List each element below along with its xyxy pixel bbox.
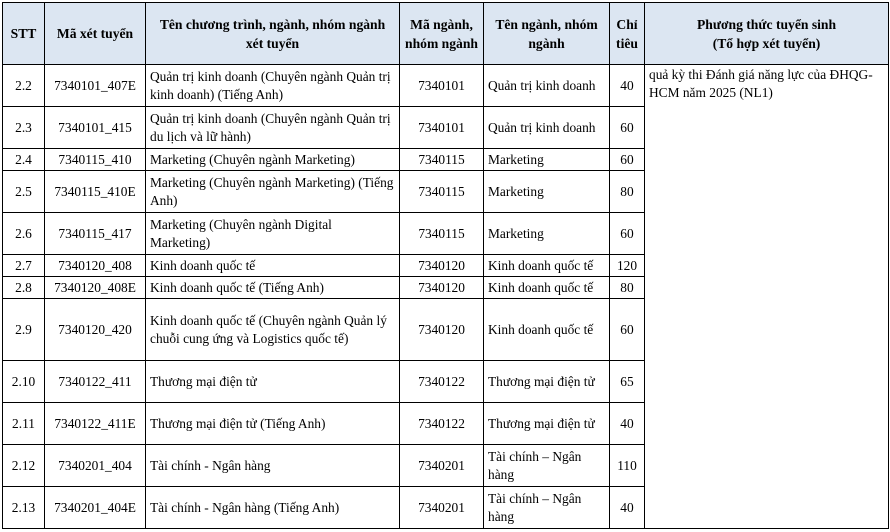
cell-stt: 2.3 bbox=[3, 107, 45, 149]
cell-chi-tieu: 60 bbox=[610, 149, 645, 171]
table-row bbox=[3, 65, 889, 107]
cell-phuong-thuc: quả kỳ thi Đánh giá năng lực của ĐHQG-HCM năm 2025 (NL1) bbox=[645, 65, 889, 529]
cell-ten-nganh: Thương mại điện tử bbox=[484, 361, 610, 403]
header-stt: STT bbox=[3, 3, 45, 65]
cell-stt: 2.4 bbox=[3, 149, 45, 171]
cell-ma-xet-tuyen: 7340201_404 bbox=[45, 445, 146, 487]
cell-ten-nganh: Quản trị kinh doanh bbox=[484, 65, 610, 107]
cell-ten-chuong-trinh: Tài chính - Ngân hàng bbox=[146, 445, 400, 487]
cell-ten-chuong-trinh: Marketing (Chuyên ngành Marketing) (Tiếng Anh) bbox=[146, 171, 400, 213]
header-phuong-thuc-line2: (Tổ hợp xét tuyển) bbox=[712, 35, 821, 51]
cell-ten-chuong-trinh: Marketing (Chuyên ngành Digital Marketing) bbox=[146, 213, 400, 255]
cell-ten-nganh: Kinh doanh quốc tế bbox=[484, 277, 610, 299]
cell-stt: 2.10 bbox=[3, 361, 45, 403]
cell-ma-nganh: 7340120 bbox=[400, 255, 484, 277]
cell-ten-nganh: Thương mại điện tử bbox=[484, 403, 610, 445]
cell-ma-xet-tuyen: 7340101_415 bbox=[45, 107, 146, 149]
cell-ten-nganh: Kinh doanh quốc tế bbox=[484, 299, 610, 361]
header-phuong-thuc-line1: Phương thức tuyển sinh bbox=[696, 16, 837, 32]
cell-ten-nganh: Quản trị kinh doanh bbox=[484, 107, 610, 149]
cell-ten-chuong-trinh: Kinh doanh quốc tế (Chuyên ngành Quản lý chuỗi cung ứng và Logistics quốc tế) bbox=[146, 299, 400, 361]
cell-ma-nganh: 7340115 bbox=[400, 213, 484, 255]
cell-ten-chuong-trinh: Quản trị kinh doanh (Chuyên ngành Quản trị du lịch và lữ hành) bbox=[146, 107, 400, 149]
cell-ma-xet-tuyen: 7340115_410 bbox=[45, 149, 146, 171]
cell-ma-nganh: 7340201 bbox=[400, 487, 484, 529]
cell-chi-tieu: 60 bbox=[610, 213, 645, 255]
header-ten-nganh: Tên ngành, nhóm ngành bbox=[484, 3, 610, 65]
cell-chi-tieu: 40 bbox=[610, 487, 645, 529]
cell-chi-tieu: 65 bbox=[610, 361, 645, 403]
cell-ten-nganh: Marketing bbox=[484, 149, 610, 171]
cell-ten-chuong-trinh: Thương mại điện tử bbox=[146, 361, 400, 403]
cell-chi-tieu: 40 bbox=[610, 65, 645, 107]
cell-ten-chuong-trinh: Kinh doanh quốc tế bbox=[146, 255, 400, 277]
header-chi-tieu: Chỉ tiêu bbox=[610, 3, 645, 65]
cell-ten-nganh: Marketing bbox=[484, 213, 610, 255]
cell-ma-xet-tuyen: 7340122_411E bbox=[45, 403, 146, 445]
cell-ma-nganh: 7340101 bbox=[400, 107, 484, 149]
cell-ma-nganh: 7340120 bbox=[400, 277, 484, 299]
cell-ten-nganh: Kinh doanh quốc tế bbox=[484, 255, 610, 277]
cell-stt: 2.7 bbox=[3, 255, 45, 277]
header-phuong-thuc bbox=[645, 3, 889, 65]
cell-stt: 2.8 bbox=[3, 277, 45, 299]
cell-ten-nganh: Tài chính – Ngân hàng bbox=[484, 487, 610, 529]
cell-stt: 2.11 bbox=[3, 403, 45, 445]
cell-ma-nganh: 7340122 bbox=[400, 403, 484, 445]
cell-ma-nganh: 7340115 bbox=[400, 171, 484, 213]
cell-ten-chuong-trinh: Kinh doanh quốc tế (Tiếng Anh) bbox=[146, 277, 400, 299]
cell-ma-nganh: 7340120 bbox=[400, 299, 484, 361]
cell-ma-xet-tuyen: 7340120_408E bbox=[45, 277, 146, 299]
cell-stt: 2.13 bbox=[3, 487, 45, 529]
cell-chi-tieu: 60 bbox=[610, 107, 645, 149]
cell-ma-nganh: 7340201 bbox=[400, 445, 484, 487]
admission-table bbox=[2, 2, 889, 529]
cell-chi-tieu: 40 bbox=[610, 403, 645, 445]
cell-ten-chuong-trinh: Marketing (Chuyên ngành Marketing) bbox=[146, 149, 400, 171]
cell-ma-xet-tuyen: 7340122_411 bbox=[45, 361, 146, 403]
cell-stt: 2.6 bbox=[3, 213, 45, 255]
cell-chi-tieu: 80 bbox=[610, 277, 645, 299]
cell-ten-chuong-trinh: Quản trị kinh doanh (Chuyên ngành Quản trị kinh doanh) (Tiếng Anh) bbox=[146, 65, 400, 107]
cell-ma-xet-tuyen: 7340115_410E bbox=[45, 171, 146, 213]
header-row bbox=[3, 3, 889, 65]
header-ma-xet-tuyen: Mã xét tuyển bbox=[45, 3, 146, 65]
cell-chi-tieu: 120 bbox=[610, 255, 645, 277]
cell-ma-nganh: 7340122 bbox=[400, 361, 484, 403]
cell-ma-nganh: 7340115 bbox=[400, 149, 484, 171]
header-ten-chuong-trinh: Tên chương trình, ngành, nhóm ngành xét tuyển bbox=[146, 3, 400, 65]
cell-ma-nganh: 7340101 bbox=[400, 65, 484, 107]
cell-ma-xet-tuyen: 7340101_407E bbox=[45, 65, 146, 107]
cell-chi-tieu: 80 bbox=[610, 171, 645, 213]
cell-ma-xet-tuyen: 7340115_417 bbox=[45, 213, 146, 255]
cell-chi-tieu: 110 bbox=[610, 445, 645, 487]
cell-stt: 2.2 bbox=[3, 65, 45, 107]
cell-chi-tieu: 60 bbox=[610, 299, 645, 361]
cell-ten-chuong-trinh: Thương mại điện tử (Tiếng Anh) bbox=[146, 403, 400, 445]
cell-ma-xet-tuyen: 7340120_408 bbox=[45, 255, 146, 277]
cell-stt: 2.5 bbox=[3, 171, 45, 213]
header-ma-nganh: Mã ngành, nhóm ngành bbox=[400, 3, 484, 65]
cell-ten-nganh: Tài chính – Ngân hàng bbox=[484, 445, 610, 487]
cell-ma-xet-tuyen: 7340201_404E bbox=[45, 487, 146, 529]
cell-stt: 2.12 bbox=[3, 445, 45, 487]
cell-ten-nganh: Marketing bbox=[484, 171, 610, 213]
cell-stt: 2.9 bbox=[3, 299, 45, 361]
cell-ten-chuong-trinh: Tài chính - Ngân hàng (Tiếng Anh) bbox=[146, 487, 400, 529]
cell-ma-xet-tuyen: 7340120_420 bbox=[45, 299, 146, 361]
